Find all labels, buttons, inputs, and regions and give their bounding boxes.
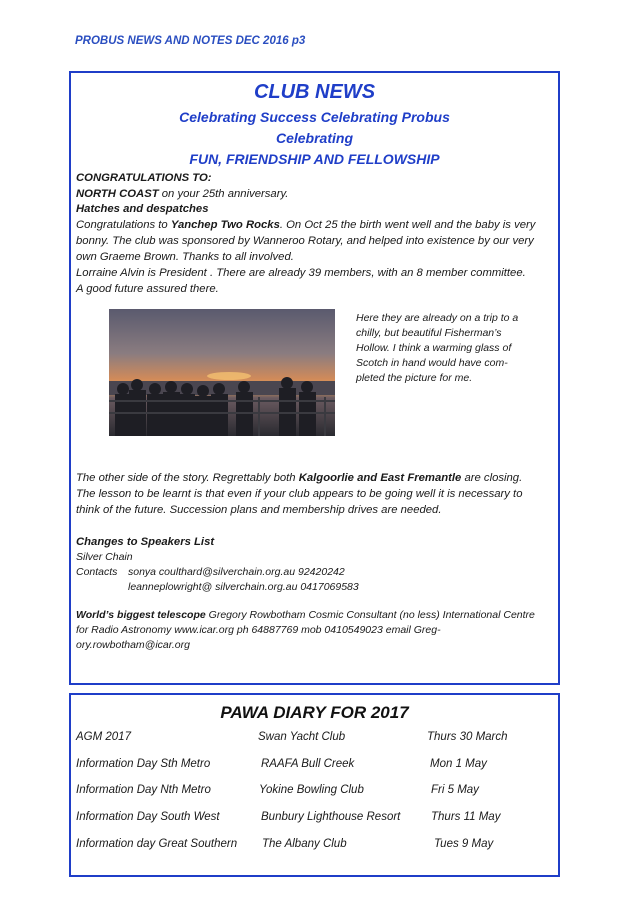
diary-venue: Bunbury Lighthouse Resort <box>261 811 401 823</box>
caption-line1: Here they are already on a trip to a <box>356 312 519 324</box>
contacts-label: Contacts <box>76 566 118 578</box>
congrats-heading: CONGRATULATIONS TO: <box>76 172 212 184</box>
subtitle-2: Celebrating <box>275 130 353 146</box>
caption-line4: Scotch in hand would have com- <box>356 357 508 369</box>
club-news-box <box>69 71 560 685</box>
caption-line2: chilly, but beautiful Fisherman’s <box>356 327 502 339</box>
paragraph1-line4: Lorraine Alvin is President . There are already 39 members, with an 8 member committee. <box>76 267 526 279</box>
diary-date: Tues 9 May <box>434 838 494 850</box>
telescope-text1: Gregory Rowbotham Cosmic Consultant (no less) International Centre <box>205 609 535 621</box>
diary-event: Information day Great Southern <box>76 838 238 850</box>
paragraph1-line5: A good future assured there. <box>76 283 219 295</box>
diary-date: Thurs 30 March <box>427 731 508 743</box>
contacts-line1 <box>76 565 550 580</box>
telescope-heading: World’s biggest telescope <box>76 609 206 621</box>
club-news-title: CLUB NEWS <box>253 81 376 103</box>
closing-clubs: Kalgoorlie and East Fremantle <box>298 472 462 484</box>
north-coast-name: NORTH COAST <box>76 188 159 200</box>
diary-row <box>71 758 558 774</box>
diary-row <box>71 731 558 747</box>
caption-line3: Hollow. I think a warming glass of <box>356 342 512 354</box>
north-coast-text: on your 25th anniversary. <box>158 188 289 200</box>
subtitle-3: FUN, FRIENDSHIP AND FELLOWSHIP <box>189 151 440 167</box>
sunset-group-photo <box>109 309 335 436</box>
diary-event: Information Day South West <box>76 811 220 823</box>
diary-date: Mon 1 May <box>430 758 487 770</box>
photo-caption <box>356 311 541 386</box>
contact-sonya: sonya coulthard@silverchain.org.au 92420242 <box>128 566 345 578</box>
diary-box <box>69 693 560 877</box>
diary-event: Information Day Nth Metro <box>76 784 211 796</box>
caption-line5: pleted the picture for me. <box>356 372 473 384</box>
p1-text-c: . On Oct 25 the birth went well and the baby is very <box>279 219 536 231</box>
paragraph2-line3: think of the future. Succession plans and membership drives are needed. <box>76 504 442 516</box>
yanchep-name: Yanchep Two Rocks <box>170 219 280 231</box>
diary-venue: RAAFA Bull Creek <box>261 758 355 770</box>
diary-row <box>71 838 558 854</box>
telescope-line3: ory.rowbotham@icar.org <box>76 639 190 651</box>
diary-venue: Yokine Bowling Club <box>259 784 364 796</box>
north-coast-line <box>76 187 550 202</box>
diary-date: Thurs 11 May <box>431 811 501 823</box>
subtitle-1: Celebrating Success Celebrating Probus <box>179 109 450 125</box>
diary-title: PAWA DIARY FOR 2017 <box>220 703 409 722</box>
contact-leanne: leanneplowright@ silverchain.org.au 0417069583 <box>128 581 359 593</box>
p2-text-a: The other side of the story. Regrettably both <box>76 472 299 484</box>
paragraph1-line2: bonny. The club was sponsored by Wanneroo Rotary, and helped into existence by our very <box>76 235 534 247</box>
telescope-line1 <box>76 608 550 623</box>
p2-text-c: are closing. <box>461 472 523 484</box>
paragraph2-line1 <box>76 471 550 486</box>
diary-venue: Swan Yacht Club <box>258 731 346 743</box>
diary-row <box>71 784 558 800</box>
paragraph2-line2: The lesson to be learnt is that even if your club appears to be going well it is necessary to <box>76 488 523 500</box>
diary-event: AGM 2017 <box>76 731 131 743</box>
speakers-heading: Changes to Speakers List <box>76 536 215 548</box>
diary-row <box>71 811 558 827</box>
p1-text-a: Congratulations to <box>76 219 171 231</box>
diary-venue: The Albany Club <box>262 838 347 850</box>
silver-chain: Silver Chain <box>76 551 133 563</box>
hatches-heading: Hatches and despatches <box>76 203 209 215</box>
paragraph1-line3: own Graeme Brown. Thanks to all involved. <box>76 251 294 263</box>
diary-event: Information Day Sth Metro <box>76 758 211 770</box>
page-header: PROBUS NEWS AND NOTES DEC 2016 p3 <box>75 35 306 47</box>
paragraph1-line1 <box>76 218 550 233</box>
diary-date: Fri 5 May <box>431 784 479 796</box>
telescope-line2: for Radio Astronomy www.icar.org ph 64887769 mob 0410549023 email Greg- <box>76 624 441 636</box>
